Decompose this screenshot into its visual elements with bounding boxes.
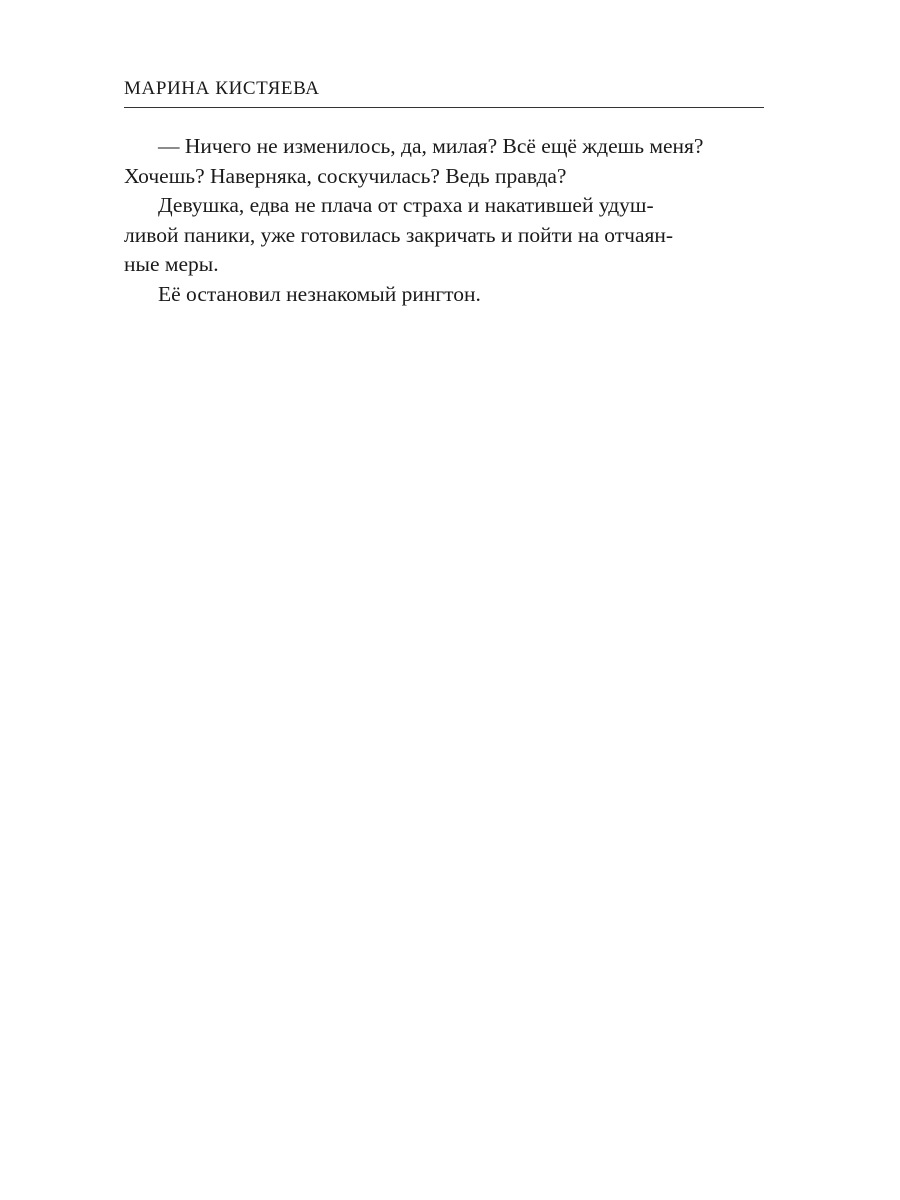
paragraph-3 [124, 280, 764, 310]
paragraph-line: ные меры. [124, 252, 219, 277]
body-text [124, 132, 764, 310]
paragraph-line: — Ничего не изменилось, да, милая? Всё ещё ждешь меня? [158, 134, 704, 158]
paragraph-1 [124, 132, 764, 191]
header-rule [124, 107, 764, 108]
paragraph-2 [124, 191, 764, 280]
paragraph-line: ливой паники, уже готовилась закричать и пойти на отчаян- [124, 222, 674, 247]
book-page [124, 76, 764, 310]
paragraph-line: Хочешь? Наверняка, соскучилась? Ведь правда? [124, 163, 567, 188]
paragraph-line: Её остановил незнакомый рингтон. [158, 281, 481, 306]
running-head-author: МАРИНА КИСТЯЕВА [124, 78, 320, 99]
paragraph-line: Девушка, едва не плача от страха и накатившей удуш- [158, 193, 654, 218]
